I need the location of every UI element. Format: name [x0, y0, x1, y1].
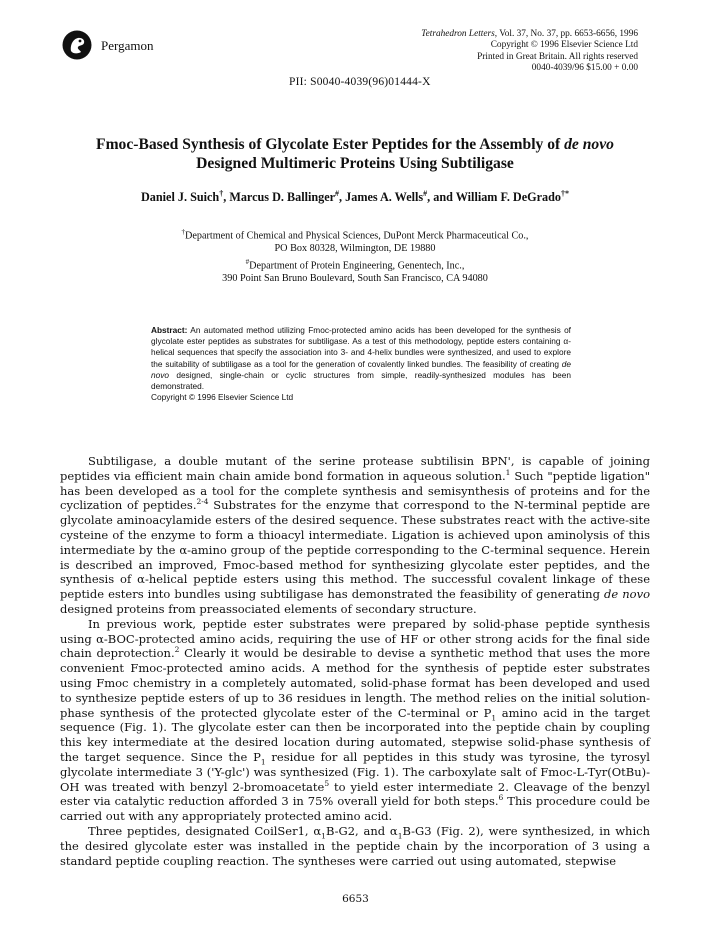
page-number: 6653: [342, 893, 369, 905]
citation: 2: [174, 645, 180, 655]
pii: PII: S0040-4039(96)01444-X: [289, 76, 431, 88]
pergamon-logo-icon: [62, 30, 92, 60]
affiliation-text: Department of Protein Engineering, Genentech, Inc.,: [249, 259, 465, 271]
author-mark: #: [335, 189, 340, 198]
subscript: 1: [491, 712, 497, 722]
abstract-copyright: Copyright © 1996 Elsevier Science Ltd: [151, 392, 294, 403]
author: Daniel J. Suich: [140, 190, 220, 205]
subscript: 1: [321, 831, 326, 841]
body-text: [60, 454, 650, 868]
affiliation-1-line1: [60, 226, 650, 243]
title-part1: Fmoc-Based Synthesis of Glycolate Ester Peptides for the Assembly of: [96, 136, 561, 153]
affiliation-text: Department of Chemical and Physical Sciences, DuPont Merck Pharmaceutical Co.,: [185, 230, 529, 242]
author-mark: †*: [561, 189, 569, 198]
subscript: 1: [397, 831, 403, 841]
copyright-line: Copyright © 1996 Elsevier Science Ltd: [490, 40, 638, 51]
journal-name: Tetrahedron Letters,: [421, 29, 498, 39]
author: James A. Wells: [345, 190, 424, 205]
article-title: [60, 135, 650, 173]
citation: 6: [498, 793, 504, 803]
author-list: [60, 189, 650, 205]
text: residue for all peptides in this study was tyrosine, the tyrosyl glycolate intermediate 3 ('Y-glc') was synthesized (Fig. 1). The carboxylate salt of Fmoc-L-Tyr(OtBu)-OH was treated with benzyl 2-bromoacetate: [60, 749, 650, 794]
author-and: , and: [427, 190, 456, 205]
affiliation-mark: #: [245, 257, 250, 266]
italic-text: de novo: [604, 587, 650, 602]
author-separator: ,: [223, 190, 230, 205]
journal-citation: [308, 29, 638, 40]
text: amino acid in the target sequence (Fig. 1). The glycolate ester can then be incorporated into the peptide chain by coupling this key intermediate at the desired location during automated, stepwise solid-phase synthesis of the target sequence. Since the P: [60, 705, 650, 764]
paragraph-1: [60, 454, 650, 617]
title-italic: de novo: [564, 136, 614, 153]
title-part2: Designed Multimeric Proteins Using Subtiligase: [196, 155, 514, 172]
affiliation-mark: †: [181, 228, 186, 236]
text: Subtiligase, a double mutant of the serine protease subtilisin BPN', is capable of joining peptides via efficient main chain amide bond formation in aqueous solution.: [60, 454, 650, 483]
author-separator: ,: [339, 190, 346, 205]
citation: 5: [324, 778, 330, 788]
abstract-text: designed, single-chain or cyclic structures from simple, readily-synthesized modules has been demonstrated.: [151, 369, 571, 392]
text: In previous work, peptide ester substrates were prepared by solid-phase peptide synthesis using α-BOC-protected amino acids, requiring the use of HF or other strong acids for the final side chain deprotection.: [60, 616, 650, 661]
subscript: 1: [260, 757, 266, 767]
text: B-G2, and α: [325, 823, 398, 838]
text: to yield ester intermediate 2. Cleavage of the benzyl ester via catalytic reduction afforded 3 in 75% overall yield for both steps.: [60, 779, 650, 809]
author: Marcus D. Ballinger: [229, 190, 336, 205]
text: Three peptides, designated CoilSer1, α: [88, 823, 322, 838]
author-mark: #: [423, 189, 428, 198]
author: William F. DeGrado: [455, 190, 561, 205]
journal-info: [308, 29, 638, 74]
paragraph-3: [60, 824, 650, 868]
paragraph-2: [60, 617, 650, 824]
abstract-text: An automated method utilizing Fmoc-protected amino acids has been developed for the synthesis of glycolate ester peptides as substrates for subtiligase. As a test of this methodology, peptide esters containing α-helical sequences that specify the association into 3- and 4-helix bundles were synthesized, and used to explore the suitability of subtiligase as a tool for the generation of covalently linked bundles. The feasibility of creating: [151, 325, 571, 369]
abstract-italic: de novo: [151, 358, 571, 380]
author-mark: †: [219, 189, 224, 198]
printed-line: Printed in Great Britain. All rights reserved: [477, 51, 638, 62]
text: Such "peptide ligation" has been developed as a tool for the complete synthesis and semisynthesis of proteins and for the cyclization of peptides.: [60, 468, 650, 513]
affiliation-1-line2: PO Box 80328, Wilmington, DE 19880: [274, 242, 436, 254]
citation: 2-4: [196, 497, 209, 507]
text: Substrates for the enzyme that correspond to the N-terminal peptide are glycolate aminoacylamide esters of the desired sequence. These substrates react with the active-site cysteine of the enzyme to form a thioacyl intermediate. Ligation is achieved upon aminolysis of this intermediate by the α-amino group of the peptide corresponding to the C-terminal sequence. Herein is described an improved, Fmoc-based method for synthesizing glycolate ester peptides, and the synthesis of α-helical peptide esters using this method. The successful covalent linkage of these peptide esters into bundles using subtiligase has demonstrated the feasibility of generating: [60, 498, 651, 602]
text: This procedure could be carried out with any appropriately protected amino acid.: [60, 794, 650, 824]
affiliations: [60, 226, 650, 285]
citation: 1: [505, 467, 511, 477]
issn-line: 0040-4039/96 $15.00 + 0.00: [531, 62, 638, 73]
affiliation-2-line2: 390 Point San Bruno Boulevard, South San Francisco, CA 94080: [222, 272, 488, 284]
affiliation-2-line1: [60, 256, 650, 273]
text: designed proteins from preassociated elements of secondary structure.: [60, 601, 477, 616]
abstract-label: Abstract:: [151, 325, 188, 335]
text: B-G3 (Fig. 2), were synthesized, in which the desired glycolate ester was installed in the peptide chain by the incorporation of 3 using a standard peptide coupling reaction. The syntheses were carried out using automated, stepwise: [60, 823, 650, 868]
text: Clearly it would be desirable to devise a synthetic method that uses the more convenient Fmoc-protected amino acids. A method for the synthesis of peptide ester substrates using Fmoc chemistry in a completely automated, solid-phase format has been developed and used to synthesize peptide esters of up to 36 residues in length. The method relies on the initial solution-phase synthesis of the protected glycolate ester of the C-terminal or P: [60, 646, 650, 720]
publisher-name: Pergamon: [101, 38, 154, 53]
journal-volume: Vol. 37, No. 37, pp. 6653-6656, 1996: [497, 29, 638, 39]
abstract: [151, 325, 571, 403]
